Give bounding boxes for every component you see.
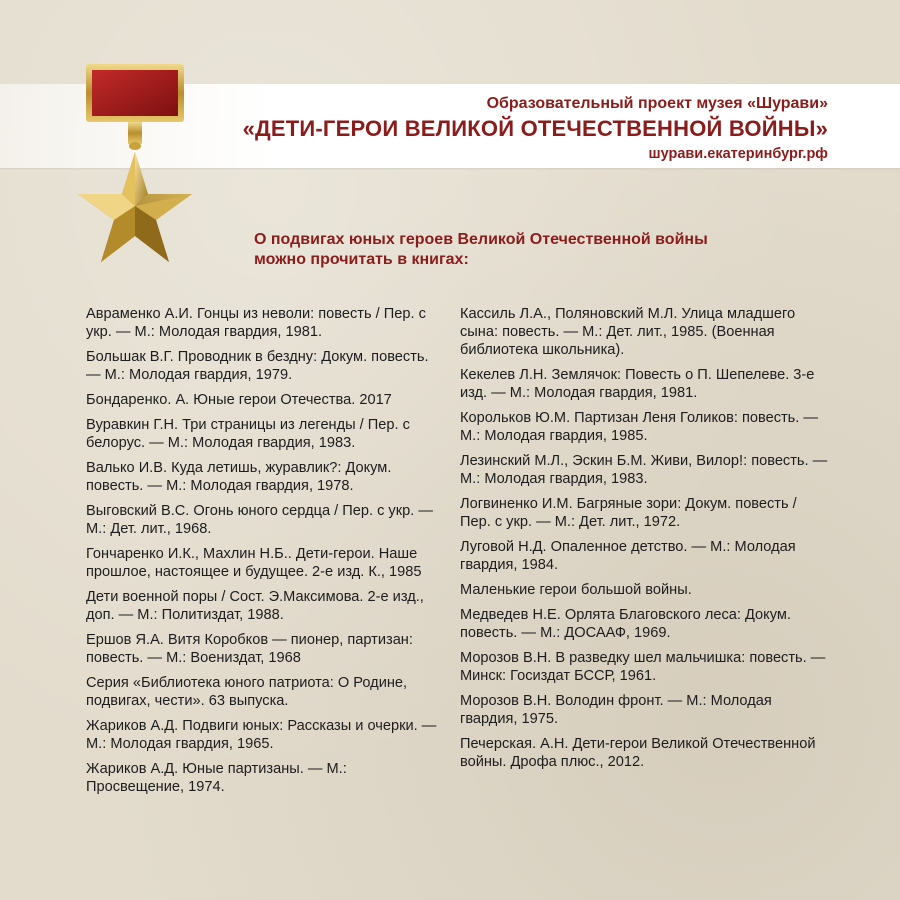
book-entry: Кекелев Л.Н. Землячок: Повесть о П. Шепелеве. 3-е изд. — М.: Молодая гвардия, 1981. xyxy=(460,367,815,401)
intro-line: О подвигах юных героев Великой Отечественной войны xyxy=(254,231,708,248)
book-entry: Жариков А.Д. Юные партизаны. — М.: Просвещение, 1974. xyxy=(86,761,347,795)
book-entry: Валько И.В. Куда летишь, журавлик?: Докум. повесть. — М.: Молодая гвардия, 1978. xyxy=(86,460,392,494)
gold-star-medal-icon xyxy=(72,60,198,266)
website-url: шурави.екатеринбург.рф xyxy=(648,146,828,162)
book-entry: Выговский В.С. Огонь юного сердца / Пер. с укр. — М.: Дет. лит., 1968. xyxy=(86,503,433,537)
book-entry: Морозов В.Н. В разведку шел мальчишка: повесть. — Минск: Госиздат БССР, 1961. xyxy=(460,650,826,684)
book-list-left xyxy=(86,305,446,803)
book-entry: Лезинский М.Л., Эскин Б.М. Живи, Вилор!: повесть. — М.: Молодая гвардия, 1983. xyxy=(460,453,828,487)
book-entry: Корольков Ю.М. Партизан Леня Голиков: повесть. — М.: Молодая гвардия, 1985. xyxy=(460,410,818,444)
book-entry: Дети военной поры / Сост. Э.Максимова. 2-е изд., доп. — М.: Политиздат, 1988. xyxy=(86,589,424,623)
book-entry: Гончаренко И.К., Махлин Н.Б.. Дети-герои. Наше прошлое, настоящее и будущее. 2-е изд. К., 1985 xyxy=(86,546,422,580)
intro-text xyxy=(254,230,774,270)
book-entry: Ершов Я.А. Витя Коробков — пионер, партизан: повесть. — М.: Воениздат, 1968 xyxy=(86,632,413,666)
book-entry: Авраменко А.И. Гонцы из неволи: повесть / Пер. с укр. — М.: Молодая гвардия, 1981. xyxy=(86,306,426,340)
book-entry: Жариков А.Д. Подвиги юных: Рассказы и очерки. — М.: Молодая гвардия, 1965. xyxy=(86,718,437,752)
book-entry: Вуравкин Г.Н. Три страницы из легенды / Пер. с белорус. — М.: Молодая гвардия, 1983. xyxy=(86,417,410,451)
page-title: «ДЕТИ-ГЕРОИ ВЕЛИКОЙ ОТЕЧЕСТВЕННОЙ ВОЙНЫ» xyxy=(242,116,828,141)
book-entry: Печерская. А.Н. Дети-герои Великой Отечественной войны. Дрофа плюс., 2012. xyxy=(460,736,816,770)
book-entry: Маленькие герои большой войны. xyxy=(460,582,692,598)
book-entry: Бондаренко. А. Юные герои Отечества. 2017 xyxy=(86,392,392,408)
intro-line: можно прочитать в книгах: xyxy=(254,251,469,268)
book-entry: Луговой Н.Д. Опаленное детство. — М.: Молодая гвардия, 1984. xyxy=(460,539,796,573)
book-list-right xyxy=(460,305,830,778)
book-entry: Кассиль Л.А., Поляновский М.Л. Улица младшего сына: повесть. — М.: Дет. лит., 1985. (Военная библиотека школьника). xyxy=(460,306,796,358)
book-entry: Серия «Библиотека юного патриота: О Родине, подвигах, чести». 63 выпуска. xyxy=(86,675,408,709)
book-entry: Морозов В.Н. Володин фронт. — М.: Молодая гвардия, 1975. xyxy=(460,693,772,727)
book-entry: Большак В.Г. Проводник в бездну: Докум. повесть. — М.: Молодая гвардия, 1979. xyxy=(86,349,429,383)
project-subtitle: Образовательный проект музея «Шурави» xyxy=(486,95,828,112)
book-entry: Логвиненко И.М. Багряные зори: Докум. повесть / Пер. с укр. — М.: Дет. лит., 1972. xyxy=(460,496,797,530)
book-entry: Медведев Н.Е. Орлята Благовского леса: Докум. повесть. — М.: ДОСААФ, 1969. xyxy=(460,607,791,641)
